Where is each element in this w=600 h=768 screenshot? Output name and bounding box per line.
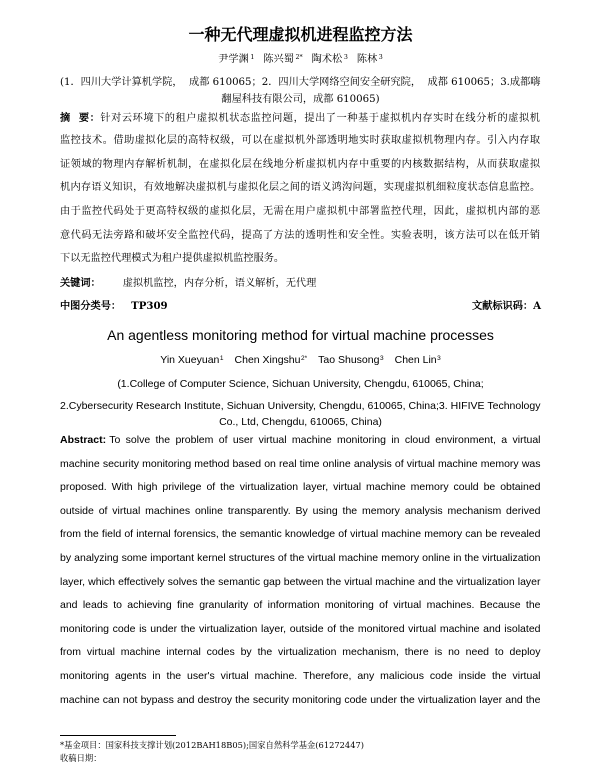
- cn-author-name: 陈兴蜀: [263, 54, 294, 65]
- cn-abstract-line: [60, 110, 541, 126]
- cn-abstract-text: 证领域的物理内存解析机制，在虚拟化层在线地分析虚拟机内存中重要的内核数据结构，从而获取虚拟: [60, 159, 541, 170]
- en-title: [60, 325, 541, 345]
- en-author: [318, 354, 383, 366]
- cn-abstract-text: 机内存语义知识，有效地解决虚拟机与虚拟化层之间的语义鸿沟问题，实现虚拟机细粒度状态信息监控。: [60, 182, 541, 193]
- en-abstract-line-content: [60, 432, 541, 448]
- en-abstract-line: [60, 597, 541, 613]
- en-abstract-line: [60, 621, 541, 637]
- en-affiliation-text: Co., Ltd, Chengdu, 610065, China): [219, 416, 382, 428]
- cn-abstract-text: 意代码无法旁路和破坏安全监控代码，提高了方法的透明性和安全性。实验表明，该方法可以在低开销: [60, 230, 541, 241]
- footnote-received-text: 收稿日期：: [60, 753, 102, 763]
- en-abstract-line: [60, 574, 541, 590]
- en-affiliation-text: (1.College of Computer Science, Sichuan University, Chengdu, 610065, China;: [117, 378, 484, 390]
- cn-affiliation-text: 翻屋科技有限公司，成都 610065): [221, 94, 380, 105]
- en-title-text: An agentless monitoring method for virtual machine processes: [107, 327, 494, 343]
- cn-author: [218, 54, 254, 65]
- en-author-sup: 1: [219, 354, 224, 362]
- cn-abstract-label: 摘 要：: [60, 112, 101, 124]
- footnote-divider: [60, 735, 176, 736]
- cn-author: [263, 54, 302, 65]
- en-abstract-line: [60, 526, 541, 542]
- cn-title: [60, 25, 541, 45]
- cn-author: [312, 54, 348, 65]
- en-abstract-text: outside of virtual machines online transparently. By using the memory analysis mechanism derived: [60, 505, 541, 517]
- cn-author: [357, 54, 383, 65]
- clc-group: [60, 298, 168, 314]
- cn-abstract-line: [60, 180, 541, 196]
- cn-abstract-line: [60, 133, 541, 149]
- en-abstract-text: monitoring agents in the user's virtual machine. Therefore, any malicious code inside the virtual: [60, 670, 541, 682]
- cn-author-name: 尹学渊: [218, 54, 249, 65]
- cn-abstract-line: [60, 251, 541, 267]
- cn-author-list-content: [218, 52, 383, 69]
- cn-abstract-text: 由于监控代码处于更高特权级的虚拟化层，无需在用户虚拟机中部署监控代理，因此，虚拟机内部的恶: [60, 206, 541, 217]
- clc-value: TP309: [131, 300, 168, 312]
- en-author: [395, 354, 441, 366]
- en-abstract-line: [60, 456, 541, 472]
- en-abstract-line: [60, 503, 541, 519]
- cn-author-name: 陶术松: [311, 54, 343, 65]
- cn-author-sup: 1: [250, 53, 255, 61]
- en-author-name: Tao Shusong: [318, 354, 380, 366]
- en-abstract-text: proposed. With high privilege of the virtualization layer, virtual machine memory could be obtained: [60, 481, 541, 493]
- doc-code-group: [472, 298, 541, 314]
- cn-keywords-text: 虚拟机监控，内存分析，语义解析，无代理: [122, 278, 317, 289]
- classification-line: [60, 298, 541, 314]
- en-abstract-line: [60, 692, 541, 708]
- en-affiliation-line: [60, 376, 541, 392]
- en-abstract-text: machine can not bypass and destroy the security monitoring code under the virtualization layer and the: [60, 694, 541, 706]
- cn-affiliation-text: (1．四川大学计算机学院， 成都 610065；2．四川大学网络空间安全研究院， 成都 610065；3.成都嗨: [60, 77, 541, 88]
- en-author-name: Yin Xueyuan: [160, 354, 220, 366]
- footnote-funding: [60, 739, 541, 751]
- en-author-sup: 2*: [301, 354, 308, 362]
- en-abstract-text: machine security monitoring method based on real time online analysis of virtual machine memory was: [60, 458, 541, 470]
- en-abstract-text: To solve the problem of user virtual machine monitoring in cloud environment, a virtual: [109, 434, 541, 446]
- cn-author-sup: 3: [378, 53, 383, 61]
- cn-abstract-line: [60, 157, 541, 173]
- en-abstract-text: layer, which effectively solves the semantic gap between the virtual machine and the virtualization layer: [60, 576, 541, 588]
- en-abstract-text: monitoring code is under the virtualization layer, outside of the monitored virtual machine and isolated: [60, 623, 541, 635]
- cn-abstract-text: 监控技术。借助虚拟化层的高特权级，可以在虚拟机外部透明地实时获取虚拟机物理内存。引入内存取: [60, 135, 541, 146]
- doc-code-label: 文献标识码：: [471, 300, 534, 312]
- cn-abstract-line: [60, 228, 541, 244]
- en-abstract-line: [60, 644, 541, 660]
- en-affiliation-line: [60, 414, 541, 430]
- cn-keywords-content: [60, 275, 316, 292]
- en-author-name: Chen Lin: [394, 354, 437, 366]
- en-author-sup: 3: [437, 354, 441, 362]
- en-author-sup: 3: [379, 354, 384, 362]
- cn-abstract-line: [60, 204, 541, 220]
- en-affiliation-line: [60, 398, 541, 414]
- cn-author-name: 陈林: [356, 54, 378, 65]
- cn-affiliation-line: [60, 75, 541, 91]
- en-abstract-line: [60, 550, 541, 566]
- en-affiliation-text: 2.Cybersecurity Research Institute, Sichuan University, Chengdu, 610065, China;3. HIFIVE Technology: [60, 400, 541, 412]
- en-abstract-line: [60, 668, 541, 684]
- cn-author-list: [60, 52, 541, 68]
- en-author-list: [60, 352, 541, 368]
- en-author-list-content: [160, 352, 441, 370]
- doc-code-value: A: [533, 300, 541, 312]
- en-abstract-line: [60, 432, 541, 448]
- cn-keywords-line: [60, 275, 541, 291]
- en-abstract-text: from virtual machine internal codes by the virtualization mechanism, there is no need to deploy: [60, 646, 541, 658]
- clc-label: 中图分类号：: [60, 300, 122, 312]
- en-abstract-text: by analyzing some important kernel structures of the virtual machine memory online in the virtualization: [60, 552, 541, 564]
- footnote-funding-text: *基金项目：国家科技支撑计划(2012BAH18B05);国家自然科学基金(61272447): [60, 740, 365, 750]
- en-author-name: Chen Xingshu: [234, 354, 301, 366]
- en-author: [235, 354, 308, 366]
- en-author: [160, 354, 223, 366]
- footnote-received: [60, 752, 541, 764]
- cn-author-sup: 2*: [295, 53, 303, 61]
- cn-keywords-label: 关键词：: [60, 277, 101, 289]
- cn-abstract-line-content: [60, 110, 541, 127]
- en-abstract-text: and leads to achieving fine granularity of information monitoring of virtual machines. Because the: [60, 599, 541, 611]
- en-abstract-text: from the field of internal forensics, the semantic knowledge of virtual machine memory can be revealed: [60, 528, 541, 540]
- cn-abstract-text: 下以无监控代理模式为租户提供虚拟机监控服务。: [60, 253, 285, 264]
- cn-abstract-text: 针对云环境下的租户虚拟机状态监控问题，提出了一种基于虚拟机内存实时在线分析的虚拟机: [100, 113, 541, 124]
- cn-author-sup: 3: [343, 53, 348, 61]
- cn-affiliation-line: [60, 92, 541, 108]
- cn-title-text: 一种无代理虚拟机进程监控方法: [188, 25, 413, 44]
- en-abstract-line: [60, 479, 541, 495]
- en-abstract-label: Abstract:: [60, 434, 107, 446]
